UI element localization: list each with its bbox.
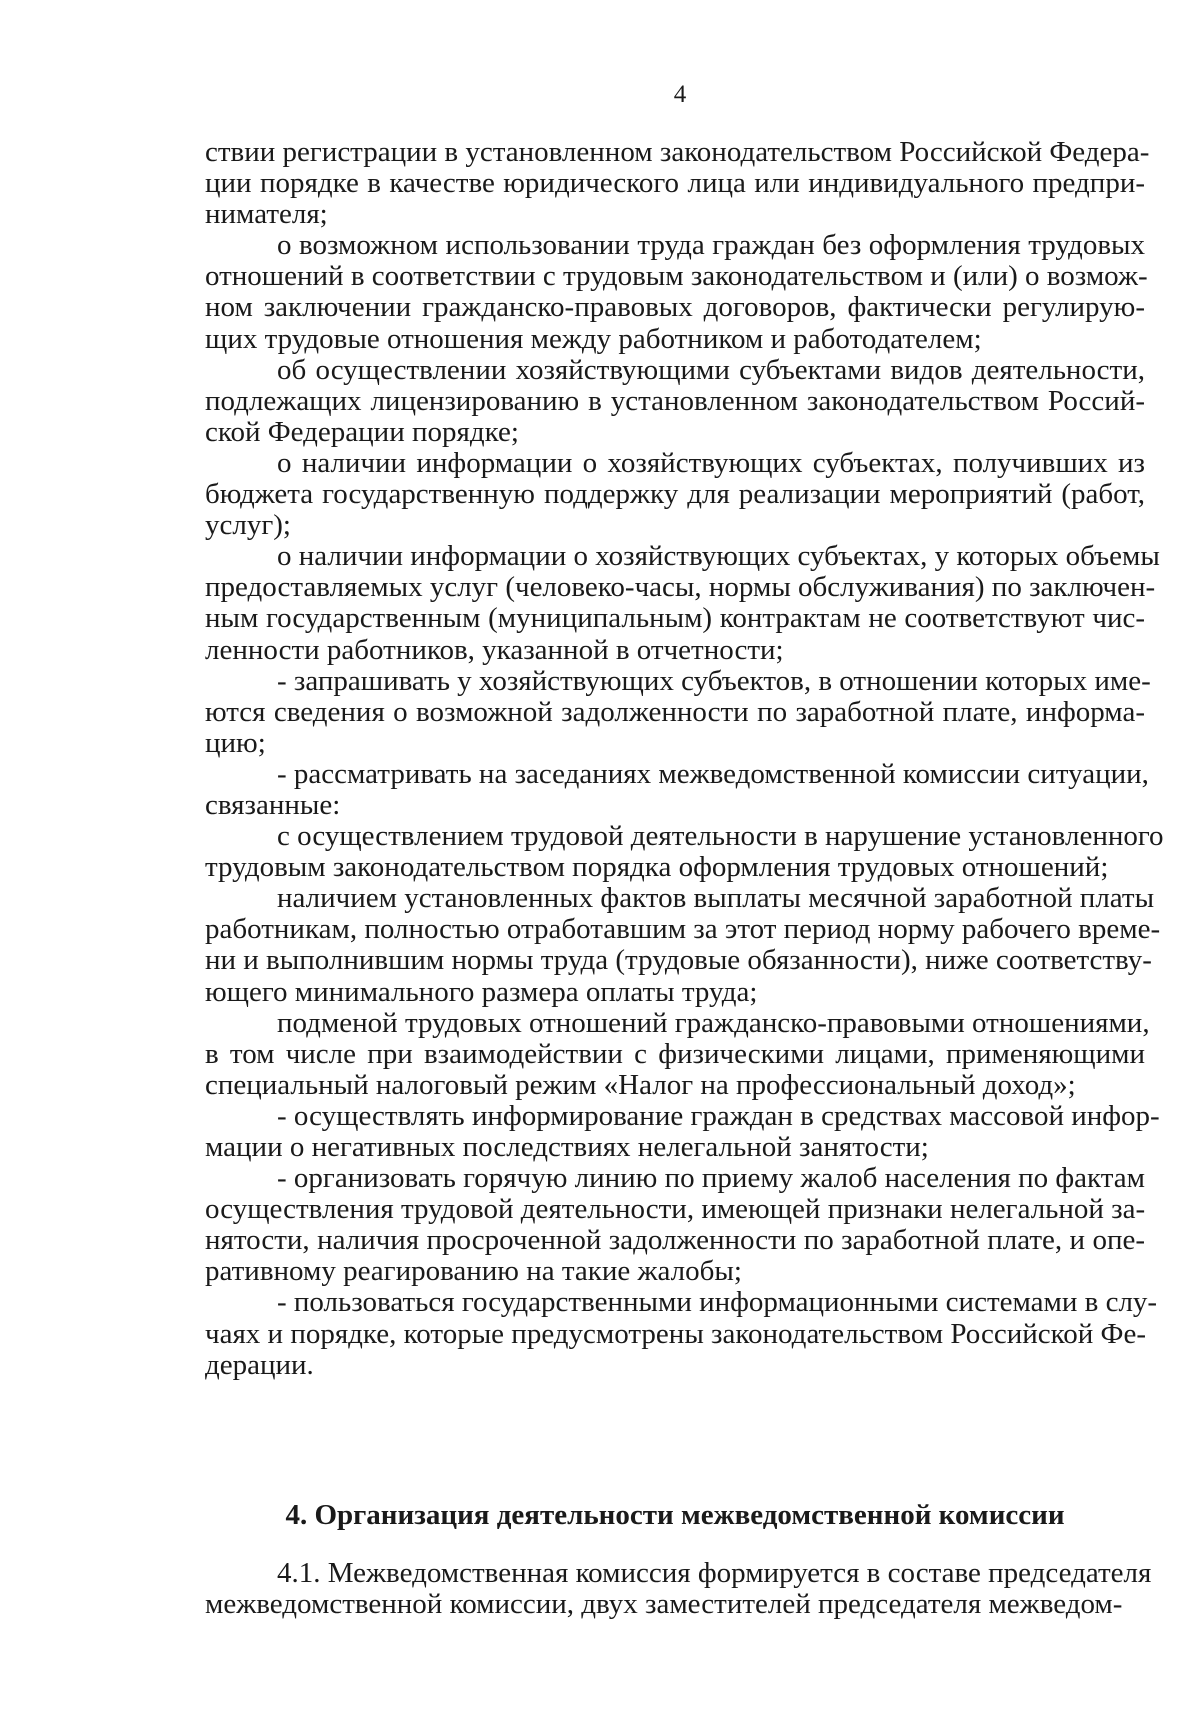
paragraph — [205, 1099, 1160, 1163]
paragraph — [205, 1286, 1158, 1381]
paragraph — [205, 448, 1145, 541]
section-heading: 4. Организация деятельности межведомственной комиссии — [285, 1499, 1065, 1531]
text-line: о наличии информации о хозяйствующих субъектах, получивших из — [277, 446, 1145, 479]
text-line: ющего минимального размера оплаты труда; — [205, 975, 758, 1008]
paragraph — [205, 229, 1148, 355]
text-line: ным государственным (муниципальным) контрактам не соответствуют чис- — [205, 602, 1145, 635]
text-line: в том числе при взаимодействии с физическими лицами, применяющими — [205, 1037, 1145, 1070]
paragraph — [205, 664, 1151, 759]
paragraph — [205, 1006, 1150, 1101]
text-line: мации о негативных последствиях нелегальной занятости; — [205, 1131, 929, 1163]
text-line: подлежащих лицензированию в установленном законодательством Россий- — [205, 384, 1145, 417]
text-line: нимателя; — [205, 198, 328, 231]
text-line: цию; — [205, 726, 266, 759]
paragraph — [205, 1557, 1152, 1621]
text-line: с осуществлением трудовой деятельности в нарушение установленного — [277, 820, 1164, 853]
text-line: о наличии информации о хозяйствующих субъектах, у которых объемы — [277, 540, 1160, 573]
paragraph — [205, 1163, 1145, 1287]
text-line: специальный налоговый режим «Налог на профессиональный доход»; — [205, 1068, 1076, 1101]
text-line: ствии регистрации в установленном законодательством Российской Федера- — [205, 136, 1150, 168]
text-line: подменой трудовых отношений гражданско-правовыми отношениями, — [277, 1006, 1150, 1039]
text-line: ни и выполнившим нормы труда (трудовые обязанности), ниже соответству- — [205, 944, 1152, 977]
text-line: ской Федерации порядке; — [205, 415, 519, 448]
text-line: связанные: — [205, 788, 341, 821]
paragraph — [205, 757, 1149, 821]
text-line: трудовым законодательством порядка оформления трудовых отношений; — [205, 851, 1109, 884]
page-number: 4 — [673, 81, 687, 108]
text-line: работникам, полностью отработавшим за этот период норму рабочего време- — [205, 913, 1161, 946]
text-line: ются сведения о возможной задолженности по заработной плате, информа- — [205, 695, 1145, 728]
text-line: 4.1. Межведомственная комиссия формируется в составе председателя — [277, 1557, 1152, 1589]
document-body — [205, 136, 1164, 1381]
text-line: - пользоваться государственными информационными системами в слу- — [277, 1286, 1158, 1319]
text-line: чаях и порядке, которые предусмотрены законодательством Российской Фе- — [205, 1317, 1146, 1350]
text-line: - осуществлять информирование граждан в средствах массовой инфор- — [277, 1099, 1160, 1132]
section-body — [205, 1557, 1152, 1621]
text-line: нятости, наличия просроченной задолженности по заработной плате, и опе- — [205, 1224, 1145, 1257]
text-line: осуществления трудовой деятельности, имеющей признаки нелегальной за- — [205, 1193, 1146, 1226]
text-line: ленности работников, указанной в отчетности; — [205, 633, 784, 666]
text-line: о возможном использовании труда граждан без оформления трудовых — [277, 229, 1145, 262]
text-line: дерации. — [205, 1348, 314, 1381]
text-line: ции порядке в качестве юридического лица или индивидуального предпри- — [205, 167, 1145, 200]
text-line: - запрашивать у хозяйствующих субъектов, в отношении которых име- — [277, 664, 1151, 697]
paragraph — [205, 882, 1161, 1008]
paragraph — [205, 820, 1164, 884]
paragraph — [205, 540, 1160, 666]
text-line: бюджета государственную поддержку для реализации мероприятий (работ, — [205, 478, 1145, 511]
text-line: - организовать горячую линию по приему жалоб населения по фактам — [277, 1162, 1145, 1195]
text-line: ном заключении гражданско-правовых договоров, фактически регулирую- — [205, 291, 1145, 324]
text-line: отношений в соответствии с трудовым законодательством и (или) о возмож- — [205, 260, 1148, 293]
text-line: об осуществлении хозяйствующими субъектами видов деятельности, — [277, 353, 1145, 386]
text-line: предоставляемых услуг (человеко-часы, нормы обслуживания) по заключен- — [205, 571, 1156, 604]
text-line: - рассматривать на заседаниях межведомственной комиссии ситуации, — [277, 757, 1149, 790]
text-line: межведомственной комиссии, двух заместителей председателя межведом- — [205, 1588, 1123, 1621]
text-line: щих трудовые отношения между работником и работодателем; — [205, 322, 982, 355]
text-line: ративному реагированию на такие жалобы; — [205, 1255, 742, 1288]
text-line: услуг); — [205, 509, 291, 542]
paragraph — [205, 355, 1145, 448]
text-line: наличием установленных фактов выплаты месячной заработной платы — [277, 882, 1155, 915]
paragraph — [205, 136, 1150, 231]
